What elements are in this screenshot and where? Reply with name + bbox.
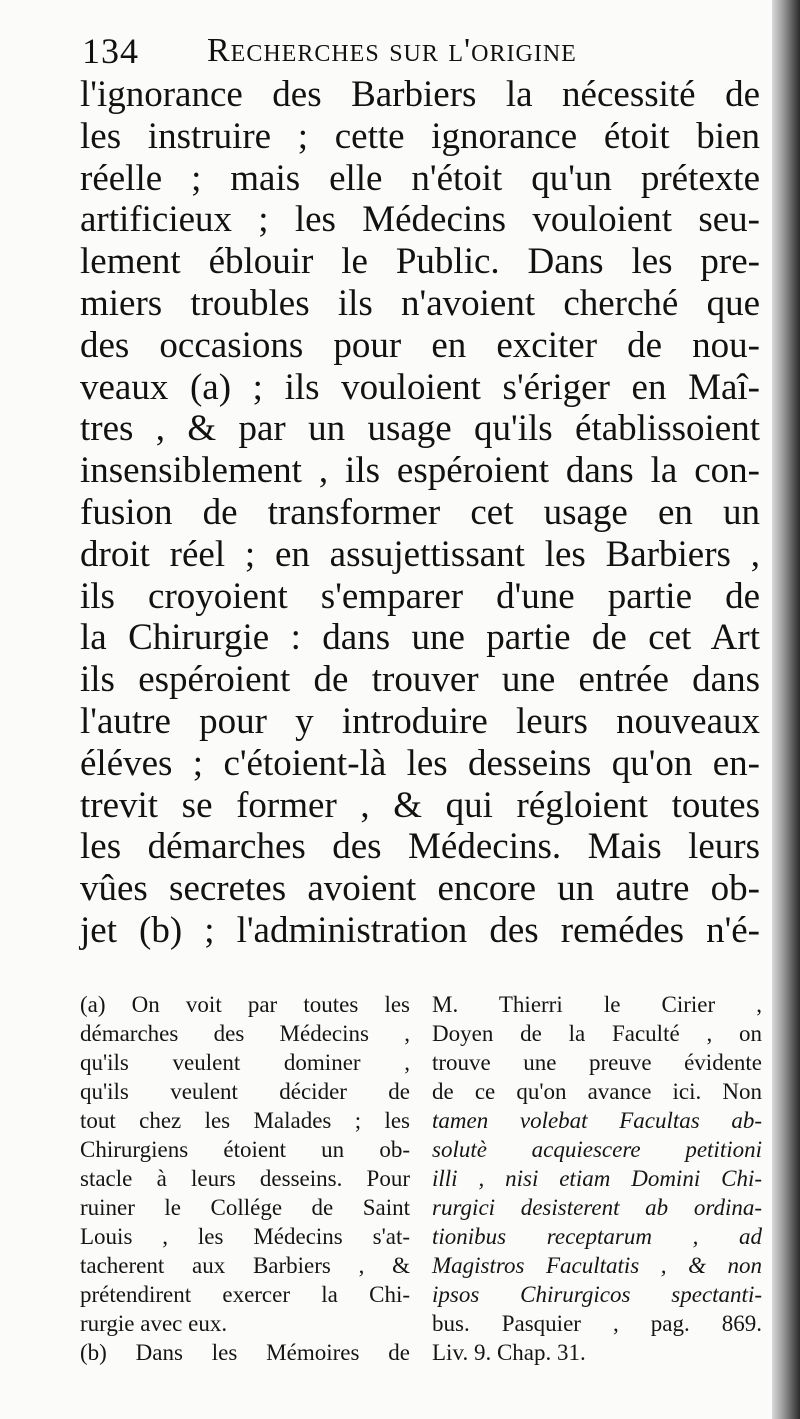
text-line: trevit se former , & qui régloient toutes <box>80 784 760 826</box>
text-line: éléves ; c'étoient-là les desseins qu'on en- <box>80 742 760 784</box>
text-line: veaux (a) ; ils vouloient s'ériger en Maî- <box>80 366 760 408</box>
text-line: droit réel ; en assujettissant les Barbiers , <box>80 533 760 575</box>
footnote-line: ipsos Chirurgicos spectanti- <box>432 1282 762 1307</box>
text-line: vûes secretes avoient encore un autre ob- <box>80 868 760 910</box>
footnote-line: prétendirent exercer la Chi- <box>80 1282 410 1307</box>
footnote-line: ruiner le Collége de Saint <box>80 1195 410 1220</box>
text-line: ils croyoient s'emparer d'une partie de <box>80 575 760 617</box>
footnote-line: qu'ils veulent dominer , <box>80 1050 410 1075</box>
text-line: jet (b) ; l'administration des remédes n'é- <box>80 910 760 951</box>
footnote-line: Liv. 9. Chap. 31. <box>432 1340 586 1365</box>
footnote-line: qu'ils veulent décider de <box>80 1079 410 1104</box>
text-line: artificieux ; les Médecins vouloient seu- <box>80 199 760 241</box>
text-line: réelle ; mais elle n'étoit qu'un prétexte <box>80 157 760 199</box>
footnote-line: démarches des Médecins , <box>80 1021 410 1046</box>
footnote-line: rurgie avec eux. <box>80 1311 228 1336</box>
footnote-line: (b) Dans les Mémoires de <box>80 1340 410 1365</box>
text-line: lement éblouir le Public. Dans les pre- <box>80 241 760 283</box>
footnote-line: Magistros Facultatis , & non <box>432 1253 762 1278</box>
text-line: les démarches des Médecins. Mais leurs <box>80 826 760 868</box>
text-line: des occasions pour en exciter de nou- <box>80 324 760 366</box>
text-line: tres , & par un usage qu'ils établissoient <box>80 408 760 450</box>
footnote-line: Chirurgiens étoient un ob- <box>80 1137 410 1162</box>
text-line: les instruire ; cette ignorance étoit bien <box>80 115 760 157</box>
footnote-line: tout chez les Malades ; les <box>80 1108 410 1133</box>
footnote-line: tacherent aux Barbiers , & <box>80 1253 410 1278</box>
text-line: ils espéroient de trouver une entrée dans <box>80 659 760 701</box>
page-header <box>82 30 762 76</box>
text-line: insensiblement , ils espéroient dans la con- <box>80 450 760 492</box>
text-line: l'autre pour y introduire leurs nouveaux <box>80 701 760 742</box>
footnote-line: Louis , les Médecins s'at- <box>80 1224 410 1249</box>
footnote-line: rurgici desisterent ab ordina- <box>432 1195 762 1220</box>
footnote-line: M. Thierri le Cirier , <box>432 992 762 1017</box>
footnote-line: stacle à leurs desseins. Pour <box>80 1166 410 1191</box>
footnote-line: (a) On voit par toutes les <box>80 992 410 1017</box>
footnote-line: bus. Pasquier , pag. 869. <box>432 1311 762 1336</box>
text-line: fusion de transformer cet usage en un <box>80 492 760 533</box>
footnote-line: solutè acquiescere petitioni <box>432 1137 762 1162</box>
running-title: Recherches sur l'origine <box>207 32 577 69</box>
footnote-line: trouve une preuve évidente <box>432 1050 762 1075</box>
page-number: 134 <box>82 31 139 71</box>
page-edge-shadow <box>772 0 800 1419</box>
text-line: l'ignorance des Barbiers la nécessité de <box>80 74 760 115</box>
footnote-line: illi , nisi etiam Domini Chi- <box>432 1166 762 1191</box>
footnote-line: tamen volebat Facultas ab- <box>432 1108 762 1133</box>
text-line: la Chirurgie : dans une partie de cet Art <box>80 617 760 659</box>
footnote-line: de ce qu'on avance ici. Non <box>432 1079 762 1104</box>
footnote-line: Doyen de la Faculté , on <box>432 1021 762 1046</box>
footnote-line: tionibus receptarum , ad <box>432 1224 762 1249</box>
text-line: miers troubles ils n'avoient cherché que <box>80 283 760 324</box>
